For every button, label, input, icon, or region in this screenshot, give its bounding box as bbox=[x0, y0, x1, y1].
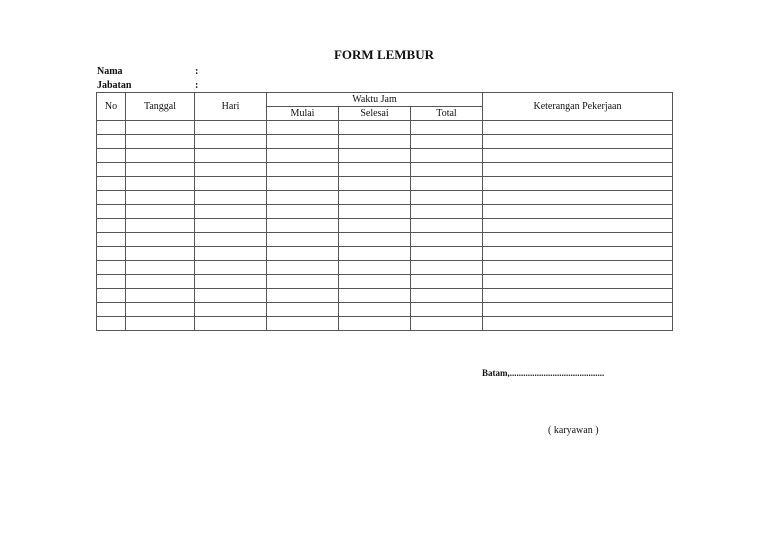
nama-colon: : bbox=[195, 66, 199, 77]
table-cell bbox=[411, 163, 483, 177]
table-cell bbox=[339, 219, 411, 233]
jabatan-colon: : bbox=[195, 80, 199, 91]
table-cell bbox=[483, 317, 673, 331]
table-cell bbox=[195, 121, 267, 135]
table-cell bbox=[483, 219, 673, 233]
table-cell bbox=[195, 275, 267, 289]
header-hari: Hari bbox=[195, 93, 267, 121]
table-cell bbox=[411, 233, 483, 247]
table-cell bbox=[195, 233, 267, 247]
table-cell bbox=[411, 149, 483, 163]
table-cell bbox=[483, 261, 673, 275]
table-row bbox=[97, 205, 673, 219]
table-body bbox=[97, 121, 673, 331]
table-cell bbox=[126, 149, 195, 163]
jabatan-label: Jabatan bbox=[97, 80, 132, 91]
table-cell bbox=[195, 261, 267, 275]
table-cell bbox=[126, 261, 195, 275]
table-cell bbox=[267, 247, 339, 261]
header-no: No bbox=[97, 93, 126, 121]
table-cell bbox=[195, 177, 267, 191]
table-cell bbox=[483, 205, 673, 219]
form-title: FORM LEMBUR bbox=[333, 47, 435, 62]
table-cell bbox=[267, 289, 339, 303]
table-cell bbox=[195, 163, 267, 177]
table-row bbox=[97, 261, 673, 275]
table-cell bbox=[483, 149, 673, 163]
table-cell bbox=[411, 135, 483, 149]
overtime-table bbox=[96, 92, 673, 331]
nama-label: Nama bbox=[97, 66, 123, 77]
table-cell bbox=[267, 317, 339, 331]
table-cell bbox=[195, 317, 267, 331]
table-cell bbox=[267, 149, 339, 163]
table-cell bbox=[339, 233, 411, 247]
table-cell bbox=[97, 303, 126, 317]
table-cell bbox=[97, 121, 126, 135]
table-cell bbox=[195, 191, 267, 205]
table-row bbox=[97, 177, 673, 191]
table-cell bbox=[97, 149, 126, 163]
table-cell bbox=[97, 135, 126, 149]
table-cell bbox=[267, 135, 339, 149]
table-cell bbox=[97, 261, 126, 275]
table-cell bbox=[97, 247, 126, 261]
jabatan-field bbox=[97, 79, 199, 92]
table-cell bbox=[126, 121, 195, 135]
table-cell bbox=[97, 317, 126, 331]
table-cell bbox=[339, 261, 411, 275]
table-cell bbox=[411, 303, 483, 317]
table-row bbox=[97, 247, 673, 261]
table-cell bbox=[126, 233, 195, 247]
header-tanggal: Tanggal bbox=[126, 93, 195, 121]
header-keterangan: Keterangan Pekerjaan bbox=[483, 93, 673, 121]
table-row bbox=[97, 219, 673, 233]
table-cell bbox=[411, 317, 483, 331]
table-row bbox=[97, 317, 673, 331]
table-cell bbox=[267, 191, 339, 205]
table-cell bbox=[339, 121, 411, 135]
header-selesai: Selesai bbox=[339, 107, 411, 121]
table-row bbox=[97, 149, 673, 163]
table-cell bbox=[339, 275, 411, 289]
table-row bbox=[97, 191, 673, 205]
table-cell bbox=[339, 289, 411, 303]
table-cell bbox=[339, 135, 411, 149]
table-cell bbox=[97, 191, 126, 205]
table-cell bbox=[339, 205, 411, 219]
table-cell bbox=[97, 233, 126, 247]
table-row bbox=[97, 121, 673, 135]
table-cell bbox=[195, 205, 267, 219]
table-cell bbox=[195, 289, 267, 303]
table-cell bbox=[411, 121, 483, 135]
table-cell bbox=[97, 275, 126, 289]
table-cell bbox=[339, 317, 411, 331]
table-cell bbox=[411, 205, 483, 219]
table-cell bbox=[126, 205, 195, 219]
table-cell bbox=[339, 303, 411, 317]
table-cell bbox=[483, 233, 673, 247]
table-cell bbox=[267, 177, 339, 191]
table-cell bbox=[195, 135, 267, 149]
table-cell bbox=[339, 149, 411, 163]
table-cell bbox=[126, 219, 195, 233]
table-cell bbox=[483, 247, 673, 261]
signature-place-date: Batam,.......................................... bbox=[482, 368, 605, 378]
table-cell bbox=[483, 289, 673, 303]
table-cell bbox=[195, 247, 267, 261]
table-cell bbox=[483, 275, 673, 289]
signature-name: ( karyawan ) bbox=[548, 425, 599, 436]
table-cell bbox=[267, 233, 339, 247]
table-cell bbox=[97, 163, 126, 177]
table-cell bbox=[97, 219, 126, 233]
table-row bbox=[97, 275, 673, 289]
table-cell bbox=[267, 261, 339, 275]
table-cell bbox=[339, 177, 411, 191]
table-cell bbox=[126, 303, 195, 317]
table-cell bbox=[126, 191, 195, 205]
table-cell bbox=[267, 121, 339, 135]
table-cell bbox=[483, 121, 673, 135]
table-cell bbox=[411, 177, 483, 191]
header-mulai: Mulai bbox=[267, 107, 339, 121]
table-cell bbox=[483, 303, 673, 317]
table-cell bbox=[126, 247, 195, 261]
table-cell bbox=[339, 247, 411, 261]
table-row bbox=[97, 289, 673, 303]
table-cell bbox=[126, 289, 195, 303]
table-cell bbox=[483, 177, 673, 191]
table-cell bbox=[483, 163, 673, 177]
header-total: Total bbox=[411, 107, 483, 121]
table-row bbox=[97, 303, 673, 317]
table-cell bbox=[267, 303, 339, 317]
table-cell bbox=[267, 205, 339, 219]
table-cell bbox=[411, 261, 483, 275]
table-row bbox=[97, 135, 673, 149]
table-cell bbox=[411, 191, 483, 205]
table-cell bbox=[339, 163, 411, 177]
table-row bbox=[97, 233, 673, 247]
table-cell bbox=[411, 289, 483, 303]
table-cell bbox=[267, 163, 339, 177]
nama-field bbox=[97, 65, 199, 78]
header-waktu-jam: Waktu Jam bbox=[267, 93, 483, 107]
table-row bbox=[97, 163, 673, 177]
table-cell bbox=[126, 135, 195, 149]
table-cell bbox=[411, 275, 483, 289]
table-cell bbox=[97, 289, 126, 303]
table-cell bbox=[339, 191, 411, 205]
table-cell bbox=[267, 219, 339, 233]
table-cell bbox=[195, 303, 267, 317]
table-cell bbox=[411, 247, 483, 261]
table-cell bbox=[126, 275, 195, 289]
table-cell bbox=[195, 219, 267, 233]
table-cell bbox=[126, 317, 195, 331]
table-cell bbox=[267, 275, 339, 289]
table-cell bbox=[97, 177, 126, 191]
table-cell bbox=[483, 191, 673, 205]
table-cell bbox=[126, 177, 195, 191]
table-cell bbox=[483, 135, 673, 149]
table-cell bbox=[126, 163, 195, 177]
table-cell bbox=[195, 149, 267, 163]
table-cell bbox=[97, 205, 126, 219]
table-cell bbox=[411, 219, 483, 233]
